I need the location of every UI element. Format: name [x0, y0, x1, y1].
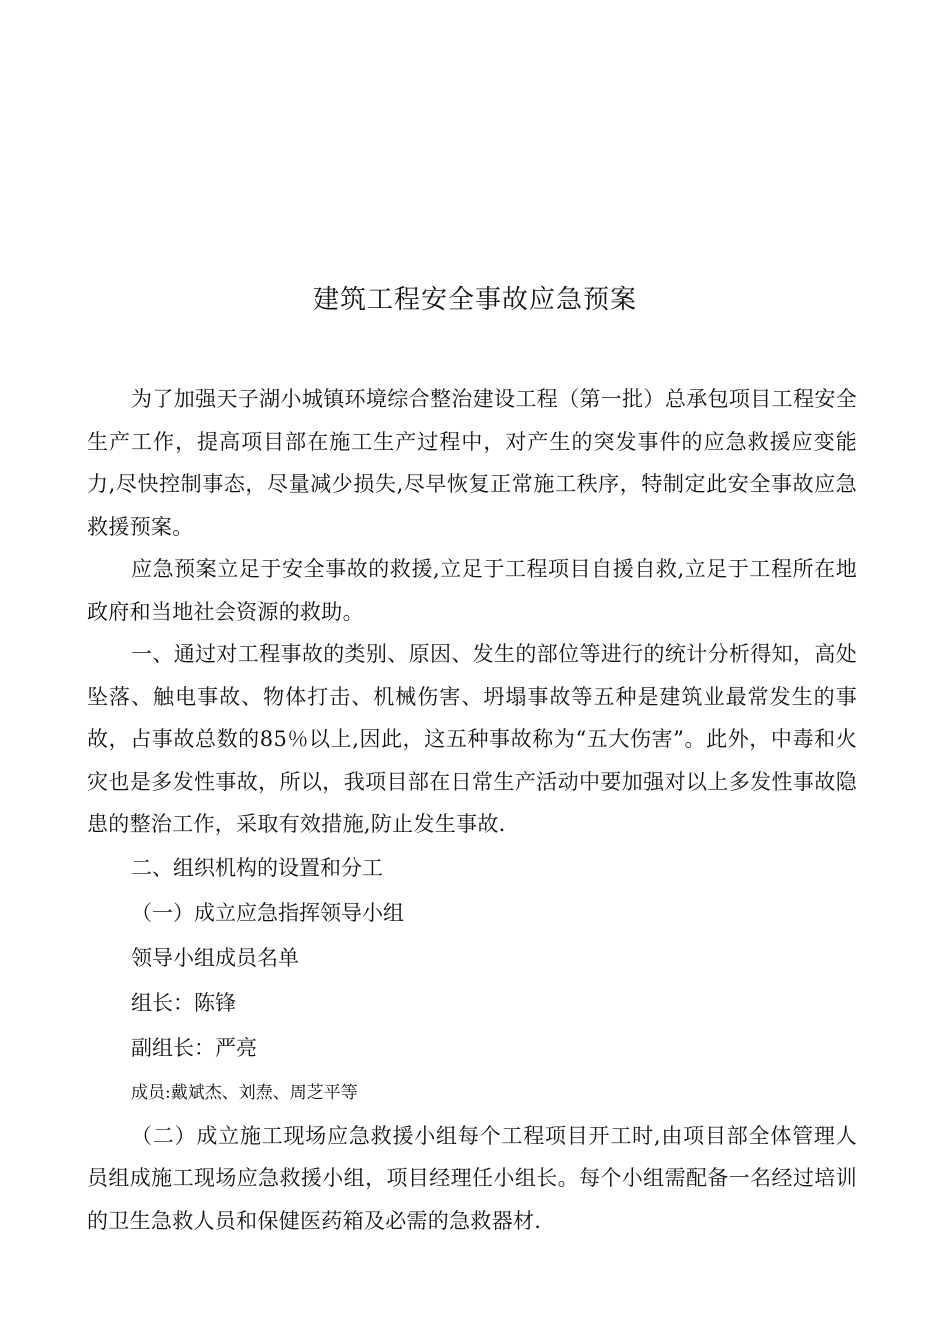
basis-paragraph: 应急预案立足于安全事故的救援,立足于工程项目自援自救,立足于工程所在地政府和当地社会资源的救助。: [87, 557, 857, 624]
document-body: [87, 378, 857, 1242]
section-1-paragraph: 一、通过对工程事故的类别、原因、发生的部位等进行的统计分析得知，高处坠落、触电事故、物体打击、机械伤害、坍塌事故等五种是建筑业最常发生的事故，占事故总数的85％以上,因此，这五种事故称为“五大伤害”。此外，中毒和火灾也是多发性事故，所以，我项目部在日常生产活动中要加强对以上多发性事故隐患的整治工作，采取有效措施,防止发生事故.: [87, 642, 857, 836]
leader-line: 组长：陈锋: [131, 990, 236, 1015]
subsection-2-paragraph: （二）成立施工现场应急救援小组每个工程项目开工时,由项目部全体管理人员组成施工现场应急救援小组，项目经理任小组长。每个小组需配备一名经过培训的卫生急救人员和保健医药箱及必需的急救器材.: [87, 1123, 857, 1233]
subsection-1-heading: （一）成立应急指挥领导小组: [131, 900, 404, 925]
member-list-label: 领导小组成员名单: [131, 945, 299, 970]
intro-paragraph: 为了加强天子湖小城镇环境综合整治建设工程（第一批）总承包项目工程安全生产工作，提高项目部在施工生产过程中，对产生的突发事件的应急救援应变能力,尽快控制事态，尽量减少损失,尽早恢复正常施工秩序，特制定此安全事故应急救援预案。: [87, 387, 857, 539]
section-2-heading: 二、组织机构的设置和分工: [131, 855, 383, 880]
members-line: 成员:戴斌杰、刘焘、周芝平等: [131, 1082, 358, 1103]
document-title: 建筑工程安全事故应急预案: [312, 285, 637, 315]
deputy-leader-line: 副组长：严亮: [131, 1035, 257, 1060]
